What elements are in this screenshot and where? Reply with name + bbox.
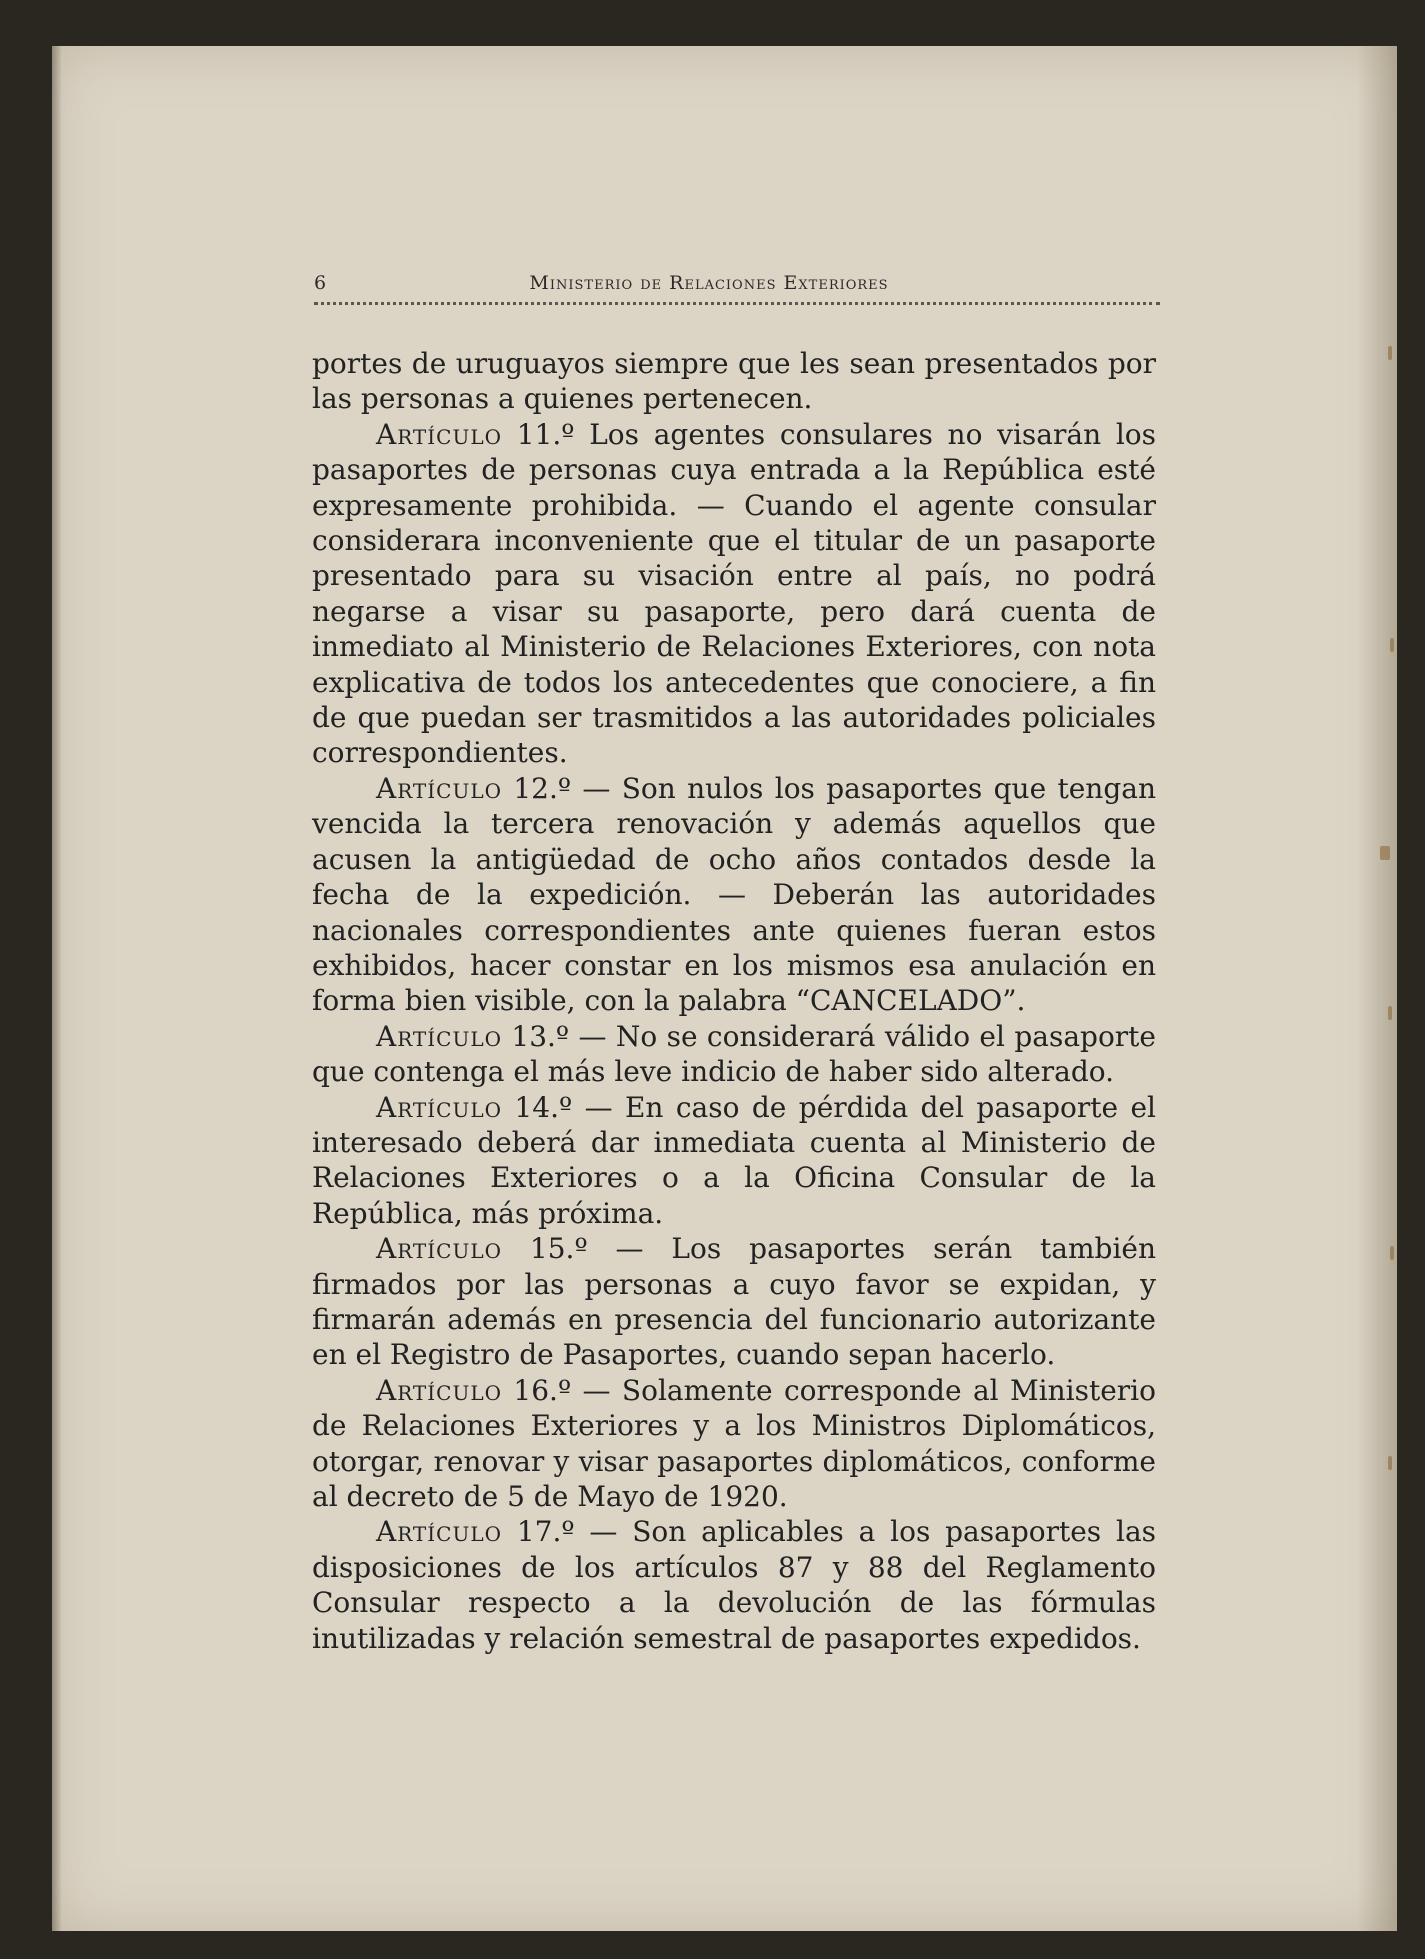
margin-mark [1388, 1006, 1392, 1020]
article-16 [312, 1373, 1156, 1515]
article-label: Artículo [376, 1232, 503, 1266]
article-label: Artículo [376, 1019, 503, 1053]
page-header [258, 260, 1160, 302]
article-number: 12.º [513, 771, 572, 805]
article-text: — No se considerará válido el pasaporte que contenga el más leve indicio de haber sido alterado. [312, 1019, 1157, 1089]
article-text: — Son nulos los pasaportes que tengan vencida la tercera renovación y además aquellos que acusen la antigüedad de ocho años contados desde la fecha de la expedición. — Deberán las autoridades nacionales correspondientes ante quienes fueran estos exhibidos, hacer constar en los mismos esa anulación en forma bien visible, con la palabra “CANCELADO”. [312, 771, 1156, 1018]
article-text: — Los pasaportes serán también firmados por las personas a cuyo favor se expidan, y firmarán además en presencia del funcionario autorizante en el Registro de Pasaportes, cuando sepan hacerlo. [312, 1232, 1156, 1372]
article-text: Los agentes consulares no visarán los pasaportes de personas cuya entrada a la República esté expresamente prohibida. — Cuando el agente consular considerara inconveniente que el titular de un pasaporte presentado para su visación entre al país, no podrá negarse a visar su pasaporte, pero dará cuenta de inmediato al Ministerio de Relaciones Exteriores, con nota explicativa de todos los antecedentes que conociere, a fin de que puedan ser trasmitidos a las autoridades policiales correspondientes. [312, 417, 1157, 770]
article-label: Artículo [376, 1090, 503, 1124]
margin-mark [1390, 638, 1394, 652]
article-number: 17.º [516, 1515, 575, 1549]
article-14 [312, 1090, 1156, 1232]
article-label: Artículo [376, 417, 503, 451]
article-number: 11.º [516, 417, 575, 451]
article-15 [312, 1231, 1156, 1373]
article-number: 16.º [513, 1373, 572, 1407]
paragraph-continuation: portes de uruguayos siempre que les sean presentados por las personas a quienes pertenecen. [312, 347, 1156, 416]
page-shadow-right [1357, 46, 1397, 1931]
margin-mark [1388, 346, 1392, 360]
article-label: Artículo [376, 1373, 503, 1407]
page-number: 6 [314, 272, 327, 294]
body-text [312, 346, 1156, 1656]
article-label: Artículo [376, 771, 503, 805]
article-label: Artículo [376, 1515, 503, 1549]
margin-mark [1388, 1456, 1392, 1470]
article-number: 14.º [514, 1090, 573, 1124]
margin-mark [1390, 1246, 1394, 1260]
article-text: — En caso de pérdida del pasaporte el interesado deberá dar inmediata cuenta al Ministerio de Relaciones Exteriores o a la Oficina Consular de la República, más próxima. [312, 1090, 1157, 1230]
article-12 [312, 771, 1156, 1019]
header-dotted-rule [314, 302, 1160, 305]
article-text: — Solamente corresponde al Ministerio de Relaciones Exteriores y a los Ministros Diplomáticos, otorgar, renovar y visar pasaportes diplomáticos, conforme al decreto de 5 de Mayo de 1920. [312, 1373, 1156, 1513]
article-number: 15.º [529, 1232, 588, 1266]
running-title: Ministerio de Relaciones Exteriores [529, 272, 889, 294]
article-number: 13.º [511, 1019, 570, 1053]
article-text: — Son aplicables a los pasaportes las disposiciones de los artículos 87 y 88 del Reglamento Consular respecto a la devolución de las fórmulas inutilizadas y relación semestral de pasaportes expedidos. [312, 1515, 1157, 1655]
page-shadow-left [52, 46, 62, 1931]
article-17 [312, 1514, 1156, 1656]
article-11 [312, 417, 1156, 771]
margin-mark [1380, 846, 1390, 860]
article-13 [312, 1019, 1156, 1090]
